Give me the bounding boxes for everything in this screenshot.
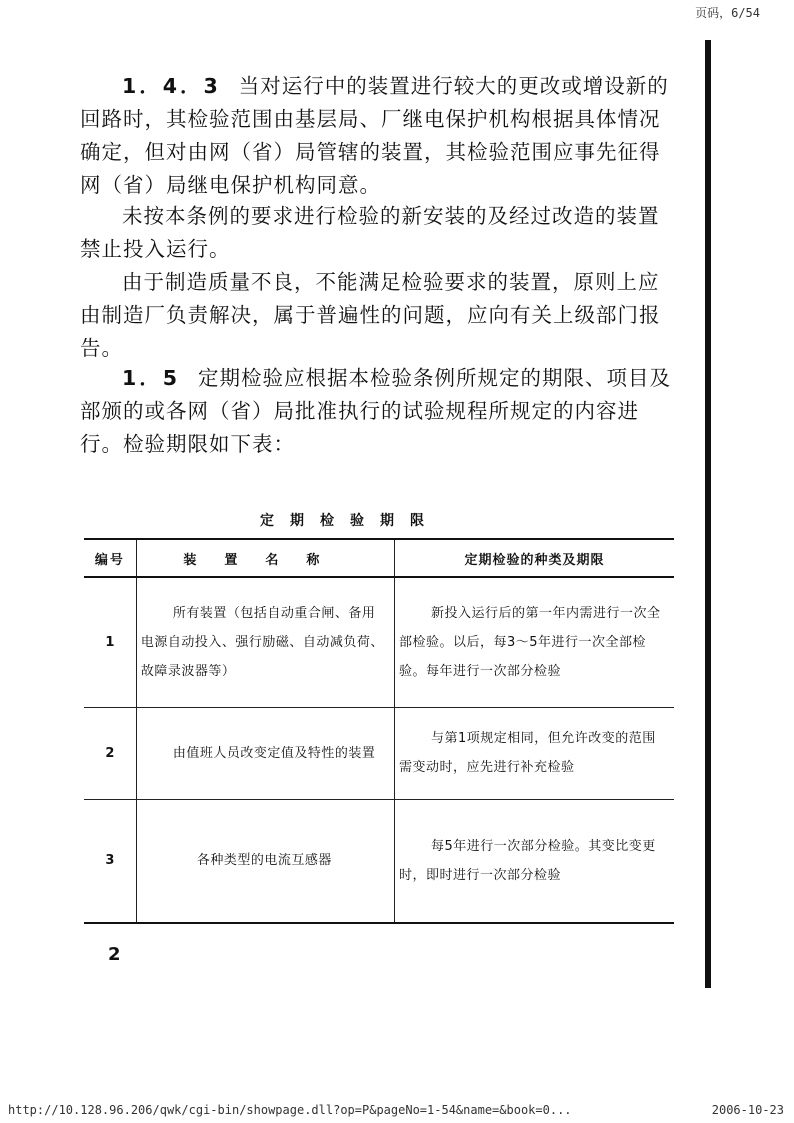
row-inspection-period: 与第1项规定相同，但允许改变的范围需变动时，应先进行补充检验 bbox=[398, 731, 656, 775]
inspection-period-table bbox=[84, 538, 674, 924]
row-device-name: 各种类型的电流互感器 bbox=[196, 853, 332, 869]
section-number-1-5: 1．5 bbox=[122, 366, 181, 390]
header-number: 编号 bbox=[84, 539, 136, 577]
row-device-name: 所有装置（包括自动重合闸、备用电源自动投入、强行励磁、自动减负荷、故障录波器等） bbox=[140, 605, 384, 679]
header-inspection-period: 定期检验的种类及期限 bbox=[394, 539, 674, 577]
footer-url: http://10.128.96.206/qwk/cgi-bin/showpage.dll?op=P&pageNo=1-54&name=&book=0... bbox=[8, 1103, 572, 1117]
paragraph-quality-defects: 由于制造质量不良，不能满足检验要求的装置，原则上应由制造厂负责解决，属于普遍性的问题，应向有关上级部门报告。 bbox=[80, 270, 661, 360]
page-indicator: 页码，6/54 bbox=[695, 6, 760, 20]
row-number: 1 bbox=[84, 577, 136, 707]
paragraph-1-5 bbox=[80, 362, 680, 461]
table-row bbox=[84, 577, 674, 707]
table-header-row bbox=[84, 539, 674, 577]
section-number-1-4-3: 1．4．3 bbox=[122, 74, 221, 98]
table-row bbox=[84, 707, 674, 799]
table-row bbox=[84, 799, 674, 923]
row-number: 3 bbox=[84, 799, 136, 923]
row-inspection-period: 新投入运行后的第一年内需进行一次全部检验。以后，每3～5年进行一次全部检验。每年进行一次部分检验 bbox=[398, 605, 661, 679]
paragraph-1-4-3 bbox=[80, 70, 680, 202]
paragraph-1-5-text: 定期检验应根据本检验条例所规定的期限、项目及部颁的或各网（省）局批准执行的试验规程所规定的内容进行。检验期限如下表： bbox=[80, 366, 672, 456]
row-inspection-period: 每5年进行一次部分检验。其变比变更时，即时进行一次部分检验 bbox=[398, 838, 656, 883]
scan-edge-bar bbox=[705, 40, 711, 988]
table-title: 定期检验期限 bbox=[260, 513, 440, 529]
header-device-name: 装置名称 bbox=[136, 539, 394, 577]
footer-date: 2006-10-23 bbox=[711, 1103, 784, 1117]
paragraph-1-4-3-text: 当对运行中的装置进行较大的更改或增设新的回路时，其检验范围由基层局、厂继电保护机构根据具体情况确定，但对由网（省）局管辖的装置，其检验范围应事先征得网（省）局继电保护机构同意。 bbox=[80, 74, 669, 197]
row-number: 2 bbox=[84, 707, 136, 799]
row-device-name: 由值班人员改变定值及特性的装置 bbox=[172, 745, 376, 761]
page-number: 2 bbox=[108, 944, 121, 965]
paragraph-untested-devices: 未按本条例的要求进行检验的新安装的及经过改造的装置禁止投入运行。 bbox=[80, 204, 660, 261]
